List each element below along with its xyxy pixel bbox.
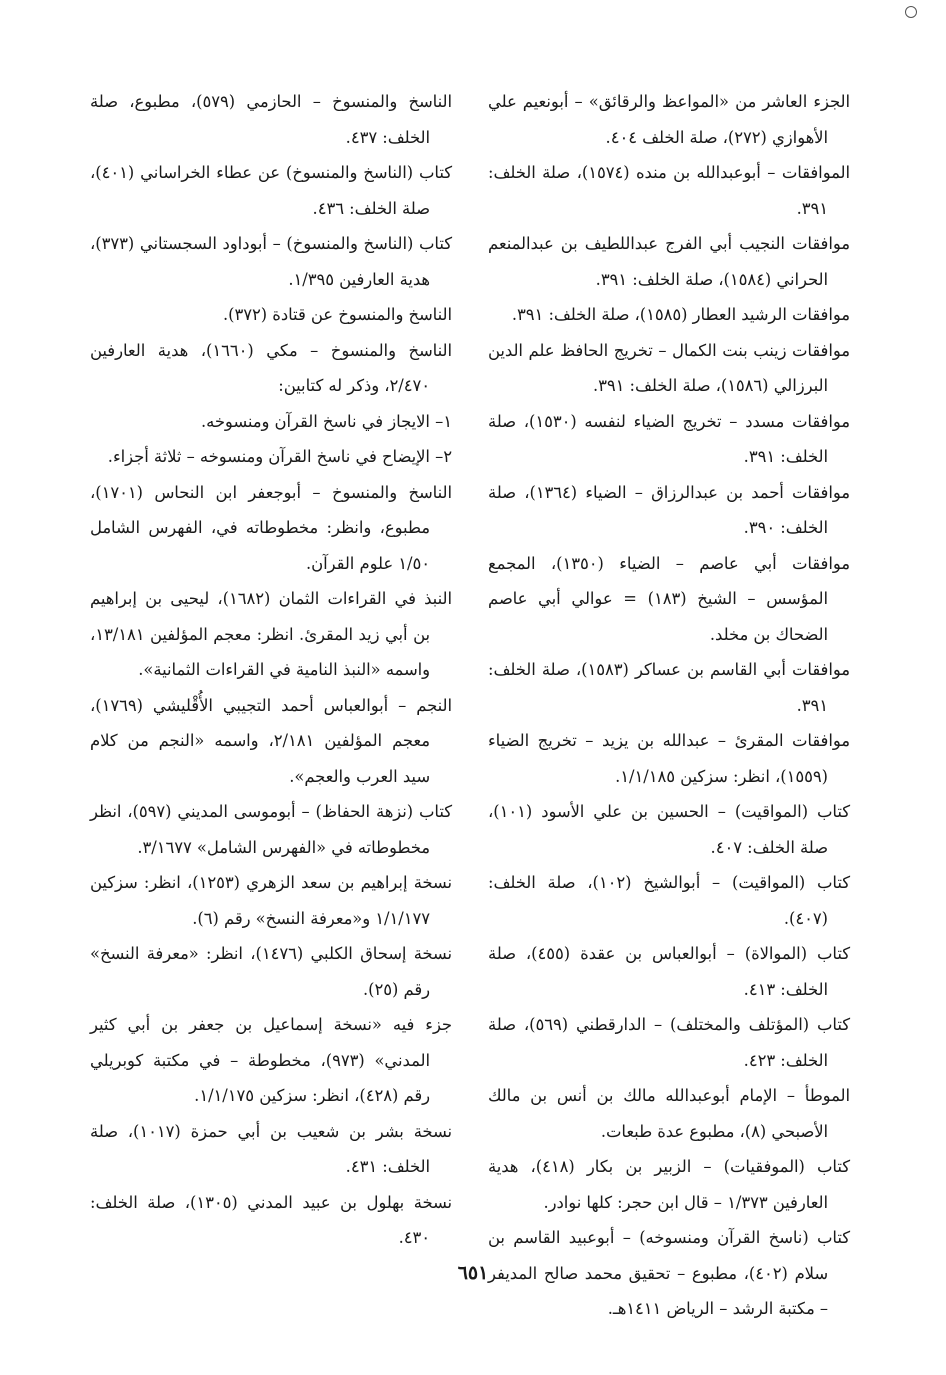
index-entry: موافقات المقرئ – عبدالله بن يزيد – تخريج الضياء (١٥٥٩)، انظر: سزكين ١/١/١٨٥. — [488, 731, 850, 786]
index-entry: كتاب (ناسخ القرآن ومنسوخه) – أبوعبيد القاسم بن سلام (٤٠٢)، مطبوع – تحقيق محمد صالح المديفر – مكتبة الرشد – الرياض ١٤١١هـ. — [488, 1228, 850, 1318]
page-number: ٦٥١ — [457, 1262, 489, 1284]
index-entry: موافقات أحمد بن عبدالرزاق – الضياء (١٣٦٤)، صلة الخلف: ٣٩٠. — [488, 482, 850, 537]
index-entry: كتاب (الموفقيات) – الزبير بن بكار (٤١٨)، هدية العارفين ١/٣٧٣ – قال ابن حجر: كلها نوادر. — [488, 1157, 850, 1212]
index-entry: كتاب (المؤتلف والمختلف) – الدارقطني (٥٦٩)، صلة الخلف: ٤٢٣. — [488, 1015, 850, 1070]
index-entry: كتاب (الموالاة) – أبوالعباس بن عقدة (٤٥٥)، صلة الخلف: ٤١٣. — [488, 944, 850, 999]
index-entry: الناسخ والمنسوخ عن قتادة (٣٧٢). — [222, 305, 452, 324]
corner-mark — [905, 6, 917, 18]
index-entry: كتاب (الناسخ والمنسوخ) – أبوداود السجستاني (٣٧٣)، هدية العارفين ١/٣٩٥. — [90, 234, 452, 289]
index-entry: موافقات النجيب أبي الفرج عبداللطيف بن عبدالمنعم الحراني (١٥٨٤)، صلة الخلف: ٣٩١. — [488, 234, 850, 289]
index-entry: نسخة بشر بن شعيب بن أبي حمزة (١٠١٧)، صلة الخلف: ٤٣١. — [90, 1121, 452, 1176]
index-entry: موافقات زينب بنت الكمال – تخريج الحافظ علم الدين البرزالي (١٥٨٦)، صلة الخلف: ٣٩١. — [488, 340, 850, 395]
left-column — [90, 84, 452, 1256]
index-entry: موافقات مسدد – تخريج الضياء لنفسه (١٥٣٠)، صلة الخلف: ٣٩١. — [488, 411, 850, 466]
index-entry: الجزء العاشر من «المواعظ والرقائق» – أبونعيم علي الأهوازي (٢٧٢)، صلة الخلف ٤٠٤. — [488, 92, 850, 147]
index-entry: نسخة بهلول بن عبيد المدني (١٣٠٥)، صلة الخلف: ٤٣٠. — [90, 1192, 453, 1247]
index-entry: الناسخ والمنسوخ – مكي (١٦٦٠)، هدية العارفين ٢/٤٧٠، وذكر له كتابين: — [90, 340, 452, 395]
index-entry: موافقات أبي عاصم – الضياء (١٣٥٠)، المجمع المؤسس – الشيخ (١٨٣) = عوالي أبي عاصم الضحاك بن مخلد. — [488, 553, 850, 644]
right-column — [488, 84, 850, 1327]
index-entry: ١– الايجاز في ناسخ القرآن ومنسوخه. — [200, 411, 452, 431]
index-entry: موافقات الرشيد العطار (١٥٨٥)، صلة الخلف: ٣٩١. — [511, 305, 850, 324]
index-entry: كتاب (المواقيت) – أبوالشيخ (١٠٢)، صلة الخلف: (٤٠٧). — [488, 873, 851, 928]
index-entry: الموافقات – أبوعبدالله بن منده (١٥٧٤)، صلة الخلف: ٣٩١. — [488, 163, 851, 218]
index-entry: الناسخ والمنسوخ – أبوجعفر ابن النحاس (١٧٠١)، مطبوع، وانظر: مخطوطاته في، الفهرس الشامل ١/٥٠ علوم القرآن. — [90, 482, 452, 573]
index-entry: ٢– الإيضاح في ناسخ القرآن ومنسوخه – ثلاثة أجزاء. — [107, 447, 452, 466]
index-entry: كتاب (المواقيت) – الحسين بن علي الأسود (١٠١)، صلة الخلف: ٤٠٧. — [488, 802, 850, 857]
index-entry: نسخة إبراهيم بن سعد الزهري (١٢٥٣)، انظر: سزكين ١/١/١٧٧ و«معرفة النسخ» رقم (٦). — [90, 873, 452, 928]
index-entry: نسخة إسحاق الكلبي (١٤٧٦)، انظر: «معرفة النسخ» رقم (٢٥). — [90, 944, 452, 999]
index-entry: جزء فيه «نسخة إسماعيل بن جعفر بن أبي كثير المدني» (٩٧٣)، مخطوطة – في مكتبة كوبريلي رقم (٤٢٨)، انظر: سزكين ١/١/١٧٥. — [90, 1015, 452, 1105]
index-entry: النجم – أبوالعباس أحمد التجيبي الأُقْليشي (١٧٦٩)، معجم المؤلفين ٢/١٨١، واسمه «النجم من كلام سيد العرب والعجم». — [90, 695, 452, 786]
index-entry: الناسخ والمنسوخ – الحازمي (٥٧٩)، مطبوع، صلة الخلف: ٤٣٧. — [90, 92, 452, 147]
index-entry: الموطأ – الإمام أبوعبدالله مالك بن أنس بن مالك الأصبحي (٨)، مطبوع عدة طبعات. — [488, 1086, 850, 1141]
index-entry: كتاب (نزهة الحفاظ) – أبوموسى المديني (٥٩٧)، انظر مخطوطاته في «الفهرس الشامل» ٣/١٦٧٧. — [90, 802, 453, 857]
index-entry: موافقات أبي القاسم بن عساكر (١٥٨٣)، صلة الخلف: ٣٩١. — [488, 660, 850, 715]
index-entry: النبذ في القراءات الثمان (١٦٨٢)، ليحيى بن إبراهيم بن أبي زيد المقرئ. انظر: معجم المؤلفين ١٣/١٨١، واسمه «النبذ النامية في القراءات الثمانية». — [90, 589, 452, 679]
index-entry: كتاب (الناسخ والمنسوخ) عن عطاء الخراساني (٤٠١)، صلة الخلف: ٤٣٦. — [90, 163, 452, 218]
